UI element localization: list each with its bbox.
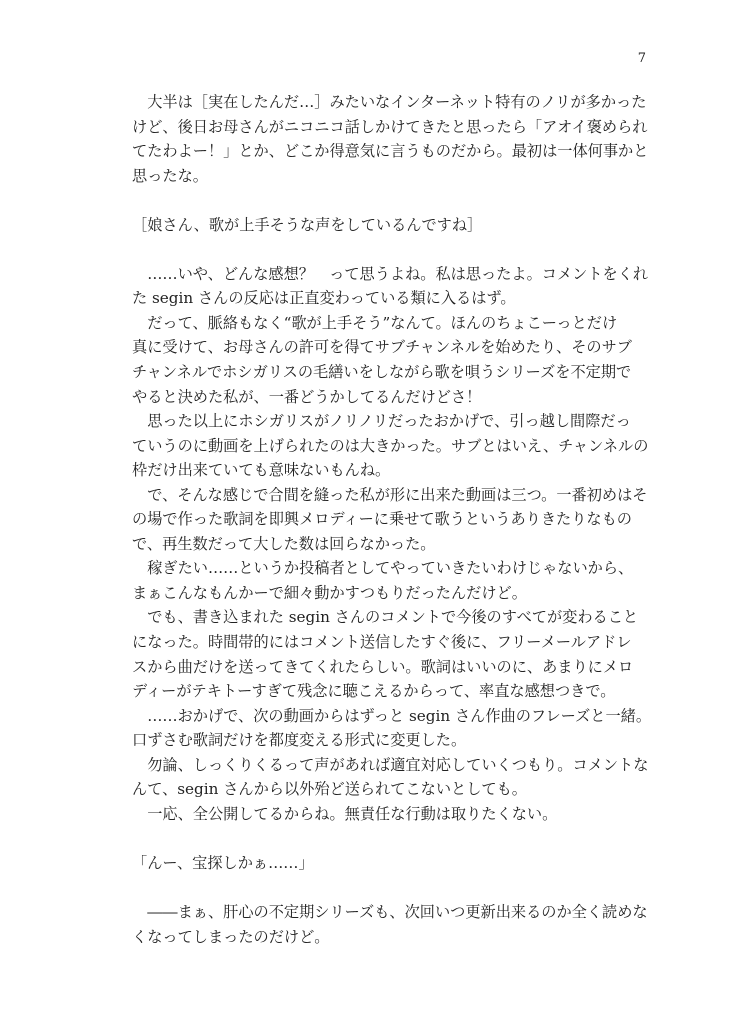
text-line: だって、脈絡もなく“歌が上手そう”なんて。ほんのちょこーっとだけ xyxy=(132,313,618,332)
text-line: まぁこんなもんかーで細々動かすつもりだったんだけど。 xyxy=(132,583,527,602)
text-line: 大半は［実在したんだ…］みたいなインターネット特有のノリが多かった xyxy=(132,93,647,111)
text-line: た segin さんの反応は正直変わっている類に入るはず。 xyxy=(132,289,516,308)
text-line: やると決めた私が、一番どうかしてるんだけどさ！ xyxy=(132,387,482,406)
text-line: 思った以上にホシガリスがノリノリだったおかげで、引っ越し間際だっ xyxy=(132,412,631,431)
text-line: ていうのに動画を上げられたのは大きかった。サブとはいえ、チャンネルの xyxy=(132,436,649,455)
text-line: 「んー、宝探しかぁ……」 xyxy=(132,853,314,872)
body-text xyxy=(132,90,652,949)
text-line: 口ずさむ歌詞だけを都度変える形式に変更した。 xyxy=(132,731,467,750)
text-line xyxy=(132,826,652,851)
text-line: チャンネルでホシガリスの毛繕いをしながら歌を唄うシリーズを不定期で xyxy=(132,363,632,382)
text-line: けど、後日お母さんがニコニコ話しかけてきたと思ったら「アオイ褒められ xyxy=(132,117,648,136)
text-line: ――まぁ、肝心の不定期シリーズも、次回いつ更新出来るのか全く読めな xyxy=(132,903,648,922)
text-line: 真に受けて、お母さんの許可を得てサブチャンネルを始めたり、そのサブ xyxy=(132,338,632,357)
text-line: くなってしまったのだけど。 xyxy=(132,927,330,946)
text-line: 勿論、しっくりくるって声があれば適宜対応していくつもり。コメントな xyxy=(132,755,649,774)
page-number: 7 xyxy=(637,51,646,66)
text-line xyxy=(132,188,652,213)
text-line: 思ったな。 xyxy=(132,166,208,185)
text-line xyxy=(132,237,652,262)
text-line: んて、segin さんから以外殆ど送られてこないとしても。 xyxy=(132,780,527,799)
text-line: 枠だけ出来ていても意味ないもんね。 xyxy=(132,461,391,480)
text-line: 一応、全公開してるからね。無責任な行動は取りたくない。 xyxy=(132,804,558,823)
text-line: で、再生数だって大した数は回らなかった。 xyxy=(132,534,436,553)
text-line: ［娘さん、歌が上手そうな声をしているんですね］ xyxy=(132,215,483,234)
text-line: ディーがテキトーすぎて残念に聴こえるからって、率直な感想つきで。 xyxy=(132,682,616,701)
text-line: でも、書き込まれた segin さんのコメントで今後のすべてが変わること xyxy=(132,608,639,627)
text-line: ……おかげで、次の動画からはずっと segin さん作曲のフレーズと一緒。 xyxy=(132,706,652,725)
text-line xyxy=(132,876,652,901)
text-line: 稼ぎたい……というか投稿者としてやっていきたいわけじゃないから、 xyxy=(132,559,634,578)
text-line: で、そんな感じで合間を縫った私が形に出来た動画は三つ。一番初めはそ xyxy=(132,485,648,504)
text-line: になった。時間帯的にはコメント送信したすぐ後に、フリーメールアドレ xyxy=(132,633,632,652)
text-line: てたわよー！」とか、どこか得意気に言うものだから。最初は一体何事かと xyxy=(132,142,649,161)
text-line: の場で作った歌詞を即興メロディーに乗せて歌うというありきたりなもの xyxy=(132,510,632,529)
text-line: ……いや、どんな感想？ って思うよね。私は思ったよ。コメントをくれ xyxy=(132,264,649,283)
text-line: スから曲だけを送ってきてくれたらしい。歌詞はいいのに、あまりにメロ xyxy=(132,657,634,676)
